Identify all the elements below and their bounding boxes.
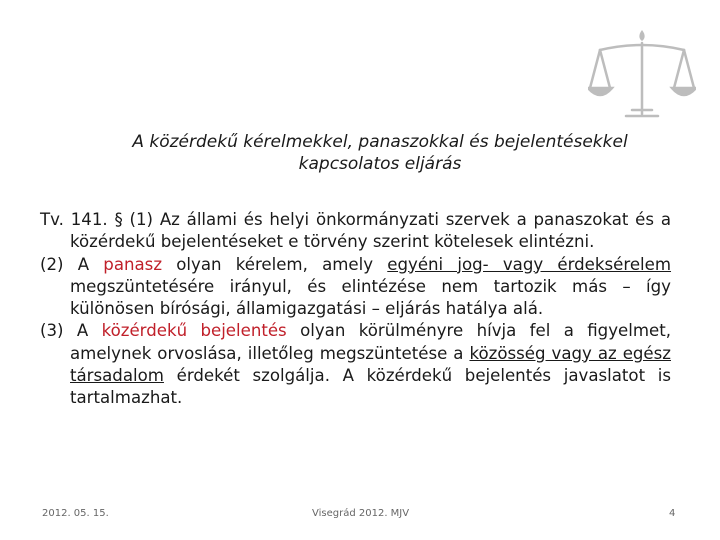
slide-body	[40, 209, 671, 410]
underlined-phrase: egyéni jog- vagy érdeksérelem	[387, 254, 672, 274]
paragraph-1	[40, 209, 671, 254]
term-kozerdeku-bejelentes: közérdekű bejelentés	[101, 321, 287, 341]
paragraph-2-text-c: megszüntetésére irányul, és elintézése nem tartozik más – így különösen bírósági, államigazgatási – eljárás hatálya alá.	[70, 276, 671, 319]
paragraph-2	[40, 254, 671, 321]
law-reference: Tv. 141. §	[40, 210, 123, 229]
term-panasz: panasz	[103, 254, 163, 274]
slide-title	[40, 131, 720, 175]
paragraph-3-text-a: (3) A	[40, 321, 102, 341]
title-line-2: kapcsolatos eljárás	[298, 154, 462, 174]
footer-title: Visegrád 2012. MJV	[312, 508, 410, 519]
paragraph-3	[40, 320, 671, 409]
paragraph-2-text-a: (2) A	[40, 254, 104, 274]
page-number: 4	[669, 508, 676, 519]
paragraph-3-text-c: érdekét szolgálja. A közérdekű bejelentés javaslatot is tartalmazhat.	[70, 366, 671, 408]
title-line-1: A közérdekű kérelmekkel, panaszokkal és bejelentésekkel	[132, 132, 628, 152]
underlined-phrase: közösség vagy az egész társadalom	[70, 343, 671, 386]
paragraph-1-text: (1) Az állami és helyi önkormányzati szervek a panaszokat és a közérdekű bejelentéseket e törvény szerint kötelesek elintézni.	[70, 210, 671, 252]
footer-date: 2012. 05. 15.	[42, 508, 109, 519]
paragraph-3-text-b: olyan körülményre hívja fel a figyelmet, amelynek orvoslása, illetőleg megszüntetése a	[70, 321, 672, 363]
scales-of-justice-icon	[588, 26, 696, 126]
paragraph-2-text-b: olyan kérelem, amely	[162, 254, 388, 274]
